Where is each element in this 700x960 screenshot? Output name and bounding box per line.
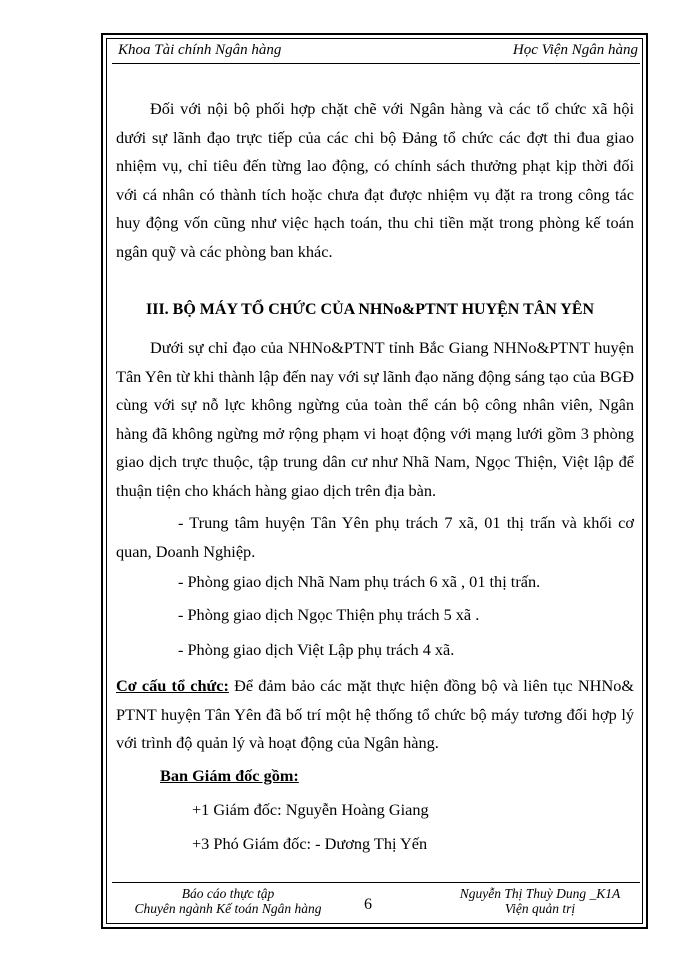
footer-major: Chuyên ngành Kế toán Ngân hàng <box>134 901 322 916</box>
header-faculty: Khoa Tài chính Ngân hàng <box>118 42 282 58</box>
board-member-director: +1 Giám đốc: Nguyễn Hoàng Giang <box>192 800 429 819</box>
footer-rule <box>112 882 640 883</box>
header-institution: Học Viện Ngân hàng <box>512 42 638 58</box>
footer-department: Viện quản trị <box>504 901 576 916</box>
paragraph-structure <box>116 672 634 758</box>
unit-item-viet-lap: - Phòng giao dịch Việt Lập phụ trách 4 xã. <box>178 640 455 659</box>
structure-text: Để đảm bảo các mặt thực hiện đồng bộ và liên tục NHNo& PTNT huyện Tân Yên đã bố trí một hệ thống tổ chức bộ máy tương đối hợp lý với trình độ quản lý và hoạt động của Ngân hàng. <box>116 676 635 752</box>
structure-label: Cơ cấu tổ chức: <box>116 676 229 695</box>
board-title: Ban Giám đốc gồm: <box>160 766 299 785</box>
unit-item-ngoc-thien: - Phòng giao dịch Ngọc Thiện phụ trách 5 xã . <box>178 605 480 624</box>
page-number: 6 <box>364 896 372 913</box>
footer-left <box>118 886 338 916</box>
unit-item-center: - Trung tâm huyện Tân Yên phụ trách 7 xã, 01 thị trấn và khối cơ quan, Doanh Nghiệp. <box>116 513 634 561</box>
paragraph-internal-coordination: Đối với nội bộ phối hợp chặt chẽ với Ngân hàng và các tổ chức xã hội dưới sự lãnh đạo trực tiếp của các chi bộ Đảng tổ chức các đợt thi đua giao nhiệm vụ, chỉ tiêu đến từng lao động, có chính sách thưởng phạt kịp thời đối với cá nhân có thành tích hoặc chưa đạt được nhiệm vụ đặt ra trong công tác huy động vốn cũng như việc hạch toán, thu chi tiền mặt trong phòng kế toán ngân quỹ và các phòng ban khác. <box>116 99 634 261</box>
board-member-deputy: +3 Phó Giám đốc: - Dương Thị Yến <box>192 834 428 853</box>
section-heading: III. BỘ MÁY TỔ CHỨC CỦA NHNo&PTNT HUYỆN TÂN YÊN <box>146 301 595 318</box>
footer-report-type: Báo cáo thực tập <box>181 886 275 901</box>
header-rule <box>112 63 640 64</box>
footer-right <box>440 886 640 916</box>
paragraph-overview: Dưới sự chỉ đạo của NHNo&PTNT tỉnh Bắc Giang NHNo&PTNT huyện Tân Yên từ khi thành lập đến nay với sự lãnh đạo năng động sáng tạo của BGĐ cùng với sự nỗ lực không ngừng của toàn thể cán bộ công nhân viên, Ngân hàng đã không ngừng mở rộng phạm vi hoạt động với mạng lưới gồm 3 phòng giao dịch trực thuộc, tập trung dân cư như Nhã Nam, Ngọc Thiện, Việt lập để thuận tiện cho khách hàng giao dịch trên địa bàn. <box>116 338 634 500</box>
footer-author: Nguyễn Thị Thuỳ Dung _K1A <box>459 886 621 901</box>
unit-item-nha-nam: - Phòng giao dịch Nhã Nam phụ trách 6 xã , 01 thị trấn. <box>178 572 541 591</box>
